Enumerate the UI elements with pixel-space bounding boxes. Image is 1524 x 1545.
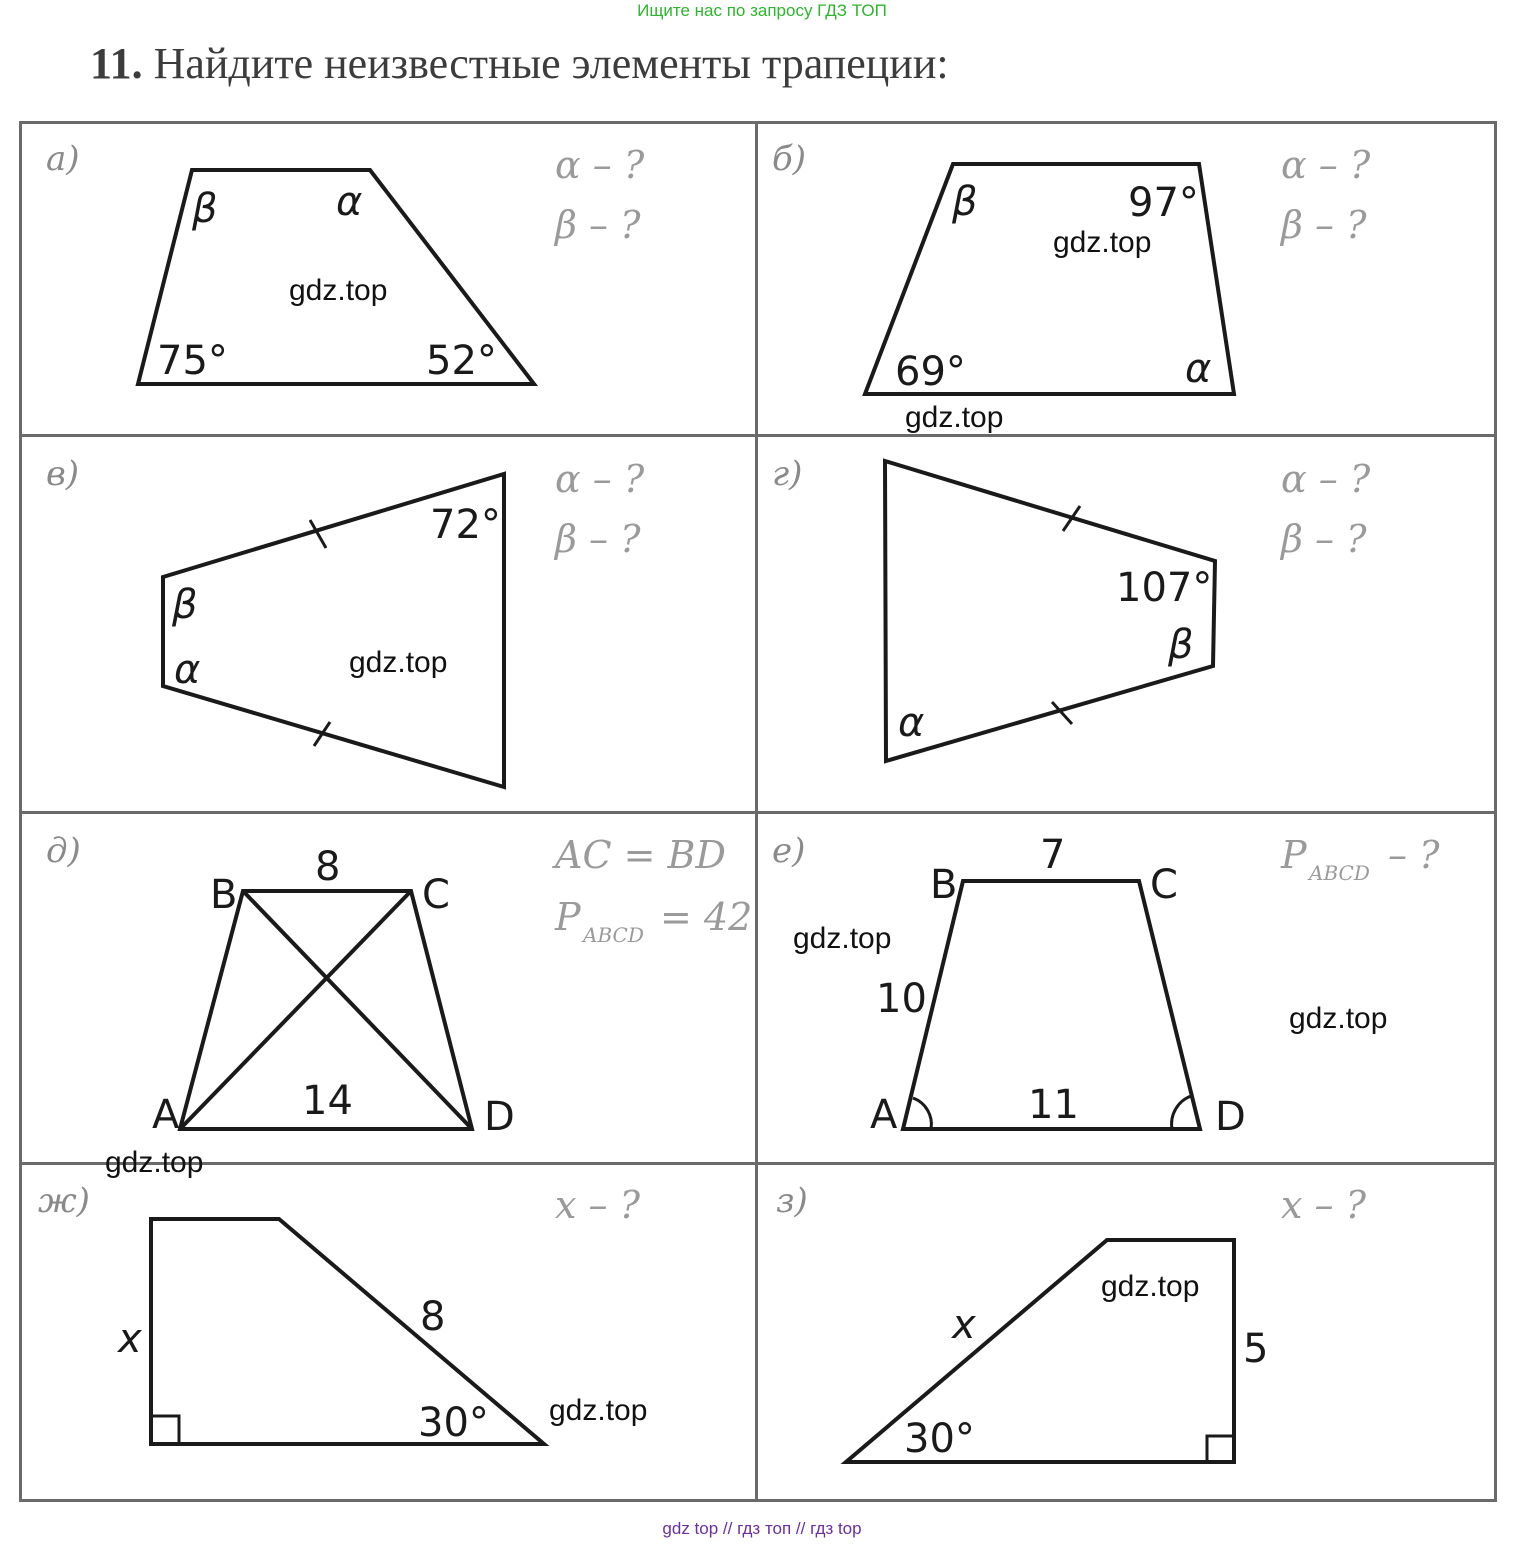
side-ad-label: 14 bbox=[302, 1078, 353, 1124]
vertex-c-label: C bbox=[422, 872, 450, 918]
angle-72-label: 72° bbox=[430, 502, 501, 548]
question-perimeter-p: P bbox=[1281, 833, 1307, 877]
vertex-a-label: A bbox=[870, 1092, 898, 1138]
question-alpha: α – ? bbox=[1281, 457, 1371, 501]
question-x: x – ? bbox=[1281, 1183, 1366, 1227]
question-perimeter-sub: ABCD bbox=[1309, 861, 1370, 885]
angle-107-label: 107° bbox=[1116, 565, 1213, 611]
cell-letter: д) bbox=[46, 831, 81, 871]
condition-diagonals: AC = BD bbox=[555, 833, 726, 877]
vertex-b-label: B bbox=[930, 862, 958, 908]
question-beta: β – ? bbox=[1281, 203, 1367, 247]
angle-beta-label: β bbox=[1168, 622, 1194, 668]
vertex-d-label: D bbox=[1215, 1094, 1246, 1140]
question-alpha: α – ? bbox=[1281, 143, 1371, 187]
watermark: gdz.top bbox=[289, 274, 388, 307]
angle-75-label: 75° bbox=[157, 338, 228, 384]
question-alpha: α – ? bbox=[555, 457, 645, 501]
watermark: gdz.top bbox=[549, 1394, 648, 1427]
angle-beta-label: β bbox=[192, 186, 218, 232]
angle-30-label: 30° bbox=[418, 1400, 489, 1446]
footer-links[interactable]: gdz top // гдз топ // гдз top bbox=[662, 1519, 862, 1538]
vertex-b-label: B bbox=[210, 872, 238, 918]
question-alpha: α – ? bbox=[555, 143, 645, 187]
question-beta: β – ? bbox=[1281, 517, 1367, 561]
right-angle-mark bbox=[1207, 1436, 1234, 1462]
vertex-c-label: C bbox=[1150, 862, 1178, 908]
task-number: 11. bbox=[90, 39, 143, 88]
side-x-label: x bbox=[118, 1316, 142, 1362]
angle-alpha-label: α bbox=[898, 700, 925, 746]
condition-perimeter-value: = 42 bbox=[660, 895, 753, 939]
side-5-label: 5 bbox=[1243, 1326, 1269, 1372]
vertex-d-label: D bbox=[484, 1094, 515, 1140]
angle-beta-label: β bbox=[172, 582, 198, 628]
question-x: x – ? bbox=[555, 1183, 640, 1227]
angle-beta-label: β bbox=[952, 179, 978, 225]
watermark: gdz.top bbox=[905, 401, 1004, 434]
angle-52-label: 52° bbox=[426, 338, 497, 384]
cell-letter: а) bbox=[46, 139, 80, 179]
angle-97-label: 97° bbox=[1128, 180, 1199, 226]
cell-letter: ж) bbox=[38, 1181, 90, 1221]
watermark: gdz.top bbox=[1053, 226, 1152, 259]
question-perimeter-value: – ? bbox=[1388, 833, 1440, 877]
question-beta: β – ? bbox=[555, 203, 641, 247]
vertex-a-label: A bbox=[152, 1092, 180, 1138]
angle-69-label: 69° bbox=[895, 349, 966, 395]
cell-letter: з) bbox=[776, 1181, 808, 1221]
angle-alpha-label: α bbox=[1185, 346, 1212, 392]
watermark: gdz.top bbox=[793, 922, 892, 955]
cell-letter: г) bbox=[772, 454, 803, 494]
side-ab-label: 10 bbox=[876, 976, 927, 1022]
task-text: Найдите неизвестные элементы трапеции: bbox=[153, 39, 949, 88]
side-bc-label: 7 bbox=[1040, 832, 1066, 878]
side-ad-label: 11 bbox=[1028, 1082, 1079, 1128]
side-x-label: x bbox=[952, 1302, 976, 1348]
angle-30-label: 30° bbox=[904, 1416, 975, 1462]
cell-letter: б) bbox=[772, 139, 807, 179]
condition-perimeter-sub: ABCD bbox=[583, 923, 644, 947]
site-banner[interactable]: Ищите нас по запросу ГДЗ ТОП bbox=[637, 1, 887, 20]
watermark: gdz.top bbox=[1289, 1002, 1388, 1035]
watermark: gdz.top bbox=[1101, 1270, 1200, 1303]
side-bc-label: 8 bbox=[315, 844, 341, 890]
cell-letter: е) bbox=[772, 831, 806, 871]
angle-alpha-label: α bbox=[336, 179, 363, 225]
side-8-label: 8 bbox=[420, 1294, 446, 1340]
question-beta: β – ? bbox=[555, 517, 641, 561]
angle-alpha-label: α bbox=[174, 647, 201, 693]
cell-letter: в) bbox=[46, 454, 80, 494]
watermark: gdz.top bbox=[349, 646, 448, 679]
condition-perimeter-p: P bbox=[555, 895, 581, 939]
watermark: gdz.top bbox=[105, 1146, 204, 1179]
